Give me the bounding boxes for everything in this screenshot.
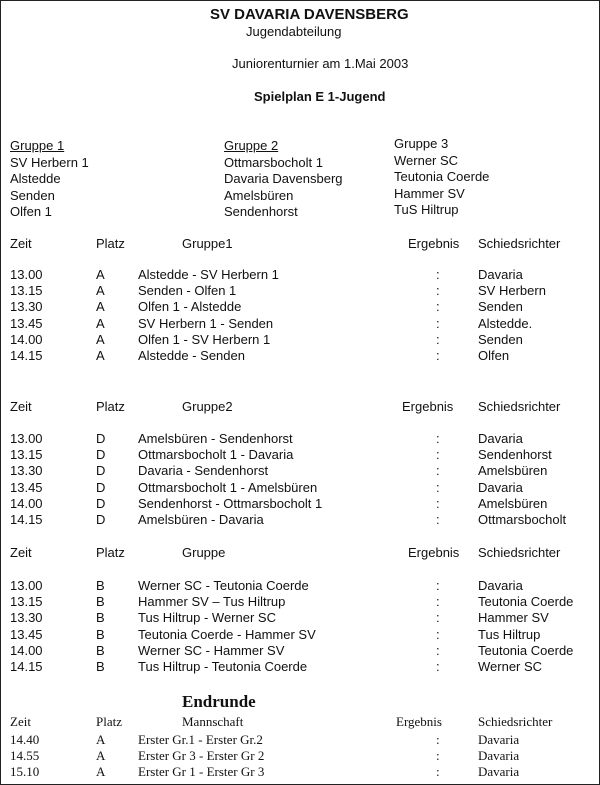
group-2-title: Gruppe 2 — [224, 138, 279, 153]
group-3-team: Werner SC — [394, 152, 459, 168]
match-pairing: Ottmarsbocholt 1 - Amelsbüren — [138, 479, 318, 495]
match-pairing: Sendenhorst - Ottmarsbocholt 1 — [138, 495, 323, 511]
header-result: Ergebnis — [408, 545, 460, 560]
match-row — [0, 480, 600, 496]
match-result: : — [436, 659, 440, 674]
group-1-team: Senden — [10, 187, 55, 203]
match-time: 13.45 — [10, 626, 43, 642]
header-platz: Platz — [96, 236, 125, 251]
match-row — [0, 764, 600, 780]
group-2-team: Ottmarsbocholt 1 — [224, 154, 323, 170]
match-row — [0, 267, 600, 283]
match-referee: Amelsbüren — [478, 495, 548, 511]
match-pairing: Erster Gr 3 - Erster Gr 2 — [138, 748, 265, 763]
match-row — [0, 643, 600, 659]
group-2-block — [224, 138, 343, 221]
match-platz: D — [96, 431, 106, 446]
match-result: : — [436, 594, 440, 610]
match-referee: Ottmarsbocholt — [478, 512, 567, 527]
match-result: : — [436, 732, 440, 747]
match-time: 14.55 — [10, 748, 40, 763]
match-row — [0, 748, 600, 764]
match-result: : — [436, 512, 440, 527]
match-result: : — [436, 642, 440, 658]
club-title: SV DAVARIA DAVENSBERG — [210, 6, 409, 23]
match-time: 14.00 — [10, 642, 43, 658]
header-referee: Schiedsrichter — [478, 545, 561, 560]
header-result: Ergebnis — [408, 236, 460, 251]
match-platz: A — [96, 315, 105, 331]
match-pairing: Hammer SV – Tus Hiltrup — [138, 594, 286, 610]
group-3-block — [394, 136, 489, 219]
match-result: : — [436, 348, 440, 363]
match-result: : — [436, 610, 440, 626]
match-row — [0, 348, 600, 364]
group-3-title: Gruppe 3 — [394, 136, 449, 151]
match-referee: Davaria — [478, 578, 523, 593]
match-platz: D — [96, 479, 106, 495]
group-2-team: Amelsbüren — [224, 187, 294, 203]
group-1-team: Olfen 1 — [10, 204, 52, 219]
schedule-header-group-1 — [0, 236, 600, 252]
match-time: 13.15 — [10, 594, 43, 610]
match-result: : — [436, 463, 440, 479]
match-referee: Davaria — [478, 431, 523, 446]
final-round-title: Endrunde — [182, 692, 256, 711]
match-referee: Teutonia Coerde — [478, 594, 574, 610]
match-platz: A — [96, 299, 105, 315]
match-platz: D — [96, 447, 106, 463]
match-time: 14.00 — [10, 495, 43, 511]
match-platz: B — [96, 578, 105, 593]
match-result: : — [436, 479, 440, 495]
match-platz: A — [96, 348, 105, 363]
match-pairing: Olfen 1 - Alstedde — [138, 299, 242, 315]
header-group: Gruppe2 — [182, 399, 233, 414]
match-referee: Olfen — [478, 348, 510, 363]
header-group: Gruppe — [182, 545, 226, 560]
group-1-block — [10, 138, 89, 221]
match-result: : — [436, 315, 440, 331]
match-time: 13.00 — [10, 267, 43, 282]
match-referee: SV Herbern — [478, 283, 546, 299]
match-result: : — [436, 764, 440, 779]
match-result: : — [436, 748, 440, 763]
match-time: 13.30 — [10, 610, 43, 626]
match-platz: A — [96, 732, 106, 747]
header-time: Zeit — [10, 545, 32, 560]
match-pairing: Amelsbüren - Davaria — [138, 512, 264, 527]
match-pairing: Alstedde - SV Herbern 1 — [138, 267, 279, 282]
match-time: 13.30 — [10, 299, 43, 315]
match-time: 14.15 — [10, 659, 43, 674]
match-referee: Teutonia Coerde — [478, 642, 574, 658]
match-row — [0, 447, 600, 463]
header-result: Ergebnis — [402, 399, 454, 414]
match-result: : — [436, 578, 440, 593]
header-referee: Schiedsrichter — [478, 399, 561, 414]
match-pairing: Ottmarsbocholt 1 - Davaria — [138, 447, 294, 463]
match-row — [0, 316, 600, 332]
header-referee: Schiedsrichter — [478, 236, 561, 251]
match-time: 13.30 — [10, 463, 43, 479]
match-row — [0, 732, 600, 748]
header-platz: Platz — [96, 714, 122, 729]
match-time: 13.00 — [10, 578, 43, 593]
match-platz: A — [96, 748, 106, 763]
match-result: : — [436, 447, 440, 463]
match-referee: Senden — [478, 331, 523, 347]
match-pairing: Erster Gr.1 - Erster Gr.2 — [138, 732, 263, 747]
match-row — [0, 594, 600, 610]
match-row — [0, 659, 600, 675]
match-referee: Alstedde. — [478, 315, 533, 331]
match-row — [0, 431, 600, 447]
match-time: 14.40 — [10, 732, 40, 747]
header-time: Zeit — [10, 714, 31, 729]
header-result: Ergebnis — [396, 714, 442, 729]
match-referee: Davaria — [478, 267, 523, 282]
match-pairing: Senden - Olfen 1 — [138, 283, 237, 299]
match-referee: Davaria — [478, 764, 520, 779]
department-label: Jugendabteilung — [246, 24, 342, 39]
match-time: 13.45 — [10, 479, 43, 495]
match-time: 14.00 — [10, 331, 43, 347]
match-platz: B — [96, 626, 105, 642]
match-referee: Werner SC — [478, 659, 543, 674]
match-referee: Davaria — [478, 732, 520, 747]
match-time: 13.15 — [10, 447, 43, 463]
match-result: : — [436, 431, 440, 446]
match-pairing: Davaria - Sendenhorst — [138, 463, 269, 479]
match-row — [0, 332, 600, 348]
header-time: Zeit — [10, 399, 32, 414]
match-result: : — [436, 299, 440, 315]
match-platz: B — [96, 594, 105, 610]
match-pairing: Teutonia Coerde - Hammer SV — [138, 626, 316, 642]
group-3-team: Hammer SV — [394, 185, 465, 201]
match-pairing: SV Herbern 1 - Senden — [138, 315, 274, 331]
schedule-header-group-3 — [0, 545, 600, 561]
match-referee: Senden — [478, 299, 523, 315]
match-row — [0, 610, 600, 626]
schedule-header-group-2 — [0, 399, 600, 415]
event-label: Juniorenturnier am 1.Mai 2003 — [232, 56, 409, 71]
match-platz: B — [96, 610, 105, 626]
header-platz: Platz — [96, 545, 125, 560]
match-platz: A — [96, 283, 105, 299]
match-time: 14.15 — [10, 348, 43, 363]
match-row — [0, 496, 600, 512]
match-pairing: Erster Gr 1 - Erster Gr 3 — [138, 764, 265, 779]
match-row — [0, 578, 600, 594]
match-time: 14.15 — [10, 512, 43, 527]
match-platz: B — [96, 659, 105, 674]
match-pairing: Werner SC - Teutonia Coerde — [138, 578, 309, 593]
header-time: Zeit — [10, 236, 32, 251]
match-platz: B — [96, 642, 105, 658]
header-referee: Schiedsrichter — [478, 714, 553, 729]
match-platz: D — [96, 463, 106, 479]
group-2-team: Sendenhorst — [224, 204, 298, 219]
match-result: : — [436, 283, 440, 299]
header-group: Gruppe1 — [182, 236, 233, 251]
header-platz: Platz — [96, 399, 125, 414]
match-platz: D — [96, 495, 106, 511]
match-result: : — [436, 495, 440, 511]
match-pairing: Alstedde - Senden — [138, 348, 245, 363]
match-time: 13.45 — [10, 315, 43, 331]
match-pairing: Werner SC - Hammer SV — [138, 642, 285, 658]
group-2-team: Davaria Davensberg — [224, 171, 343, 186]
match-time: 15.10 — [10, 764, 40, 779]
schedule-header-final — [0, 714, 600, 730]
match-platz: D — [96, 512, 106, 527]
group-1-team: SV Herbern 1 — [10, 154, 89, 170]
match-row — [0, 463, 600, 479]
match-pairing: Amelsbüren - Sendenhorst — [138, 431, 293, 446]
match-row — [0, 283, 600, 299]
match-referee: Hammer SV — [478, 610, 549, 626]
match-result: : — [436, 331, 440, 347]
group-1-team: Alstedde — [10, 171, 61, 186]
group-3-team: Teutonia Coerde — [394, 169, 490, 184]
match-pairing: Olfen 1 - SV Herbern 1 — [138, 331, 271, 347]
group-3-team: TuS Hiltrup — [394, 202, 459, 217]
match-platz: A — [96, 764, 106, 779]
plan-title: Spielplan E 1-Jugend — [254, 89, 386, 104]
match-platz: A — [96, 331, 105, 347]
match-result: : — [436, 626, 440, 642]
match-referee: Amelsbüren — [478, 463, 548, 479]
match-referee: Davaria — [478, 479, 523, 495]
match-referee: Sendenhorst — [478, 447, 552, 463]
header-team: Mannschaft — [182, 714, 244, 729]
match-time: 13.15 — [10, 283, 43, 299]
match-referee: Tus Hiltrup — [478, 626, 541, 642]
match-row — [0, 627, 600, 643]
match-referee: Davaria — [478, 748, 520, 763]
match-platz: A — [96, 267, 105, 282]
match-result: : — [436, 267, 440, 282]
match-pairing: Tus Hiltrup - Werner SC — [138, 610, 276, 626]
match-row — [0, 512, 600, 528]
match-time: 13.00 — [10, 431, 43, 446]
group-1-title: Gruppe 1 — [10, 138, 65, 153]
match-pairing: Tus Hiltrup - Teutonia Coerde — [138, 659, 308, 674]
match-row — [0, 299, 600, 315]
